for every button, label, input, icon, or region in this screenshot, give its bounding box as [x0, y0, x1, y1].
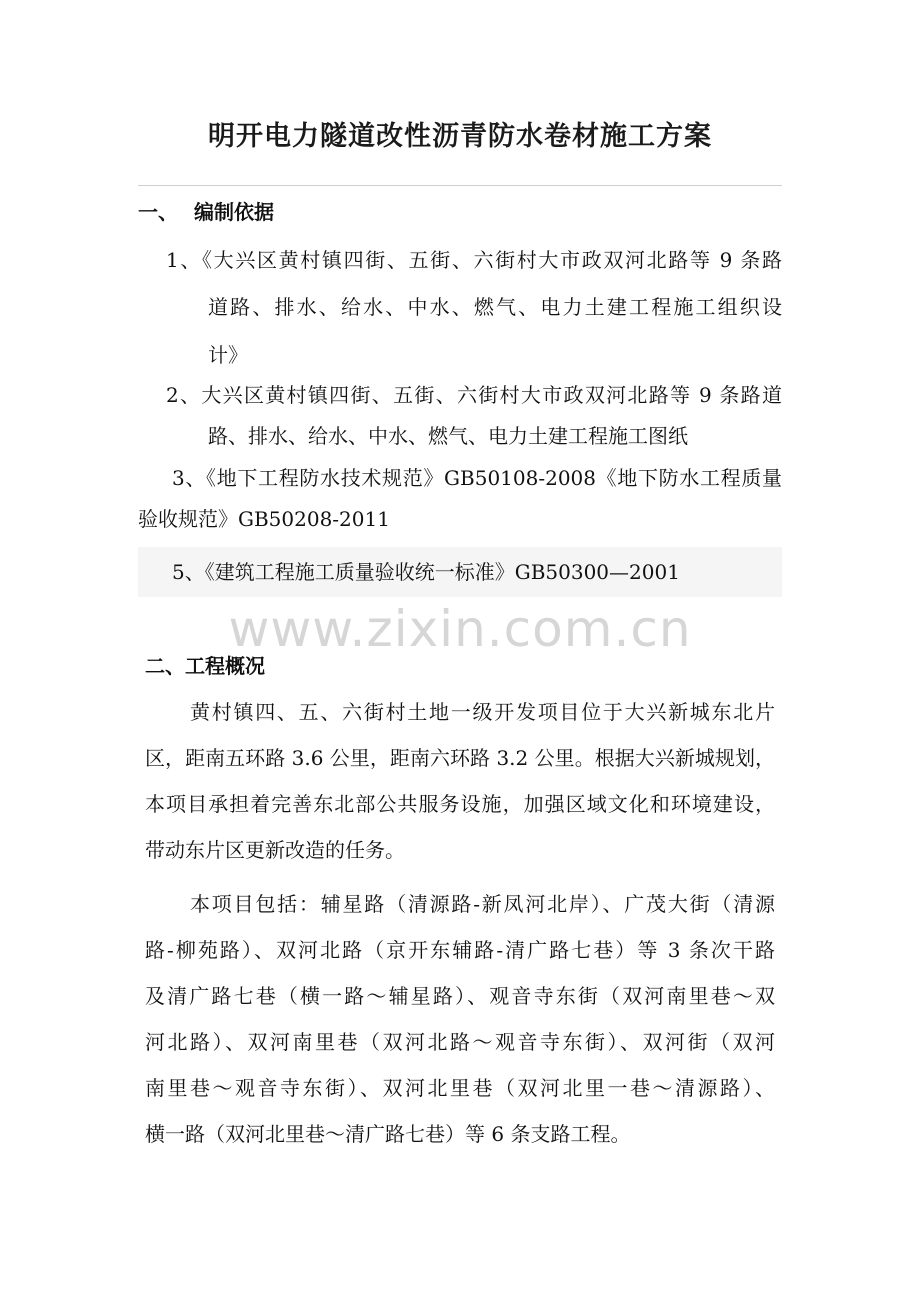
reference-1-line-3: 计》 — [208, 343, 248, 367]
reference-3-line-1: 3、《地下工程防水技术规范》GB50108-2008《地下防水工程质量 — [172, 466, 782, 490]
paragraph-2-line-2: 路-柳苑路）、双河北路（京开东辅路-清广路七巷）等 3 条次干路 — [145, 938, 775, 962]
paragraph-1-line-2: 区，距南五环路 3.6 公里，距南六环路 3.2 公里。根据大兴新城规划， — [145, 746, 775, 770]
paragraph-2-line-4: 河北路）、双河南里巷（双河北路～观音寺东街）、双河街（双河 — [145, 1030, 775, 1054]
reference-2-line-2: 路、排水、给水、中水、燃气、电力土建工程施工图纸 — [208, 424, 688, 448]
section-1-number: 一、 — [138, 200, 178, 224]
title-divider — [138, 185, 782, 186]
paragraph-2-line-3: 及清广路七巷（横一路～辅星路）、观音寺东街（双河南里巷～双 — [145, 984, 775, 1008]
document-title: 明开电力隧道改性沥青防水卷材施工方案 — [208, 121, 712, 152]
overview-paragraph-2 — [145, 881, 775, 1157]
paragraph-1-line-3: 本项目承担着完善东北部公共服务设施，加强区域文化和环境建设， — [145, 792, 775, 816]
reference-3-line-2: 验收规范》GB50208-2011 — [138, 507, 390, 531]
paragraph-1-line-1: 黄村镇四、五、六街村土地一级开发项目位于大兴新城东北片 — [190, 700, 775, 724]
section-1-title: 编制依据 — [194, 200, 274, 224]
overview-paragraph-1 — [145, 689, 775, 873]
reference-2-line-1: 2、大兴区黄村镇四街、五街、六街村大市政双河北路等 9 条路道 — [166, 383, 782, 407]
paragraph-2-line-6: 横一路（双河北里巷～清广路七巷）等 6 条支路工程。 — [145, 1122, 631, 1146]
reference-1-line-2: 道路、排水、给水、中水、燃气、电力土建工程施工组织设 — [208, 295, 782, 319]
reference-1-line-1: 1、《大兴区黄村镇四街、五街、六街村大市政双河北路等 9 条路 — [166, 248, 782, 272]
section-2-heading: 二、工程概况 — [145, 654, 265, 678]
paragraph-2-line-1: 本项目包括：辅星路（清源路-新凤河北岸）、广茂大街（清源 — [190, 892, 775, 916]
reference-5: 5、《建筑工程施工质量验收统一标准》GB50300—2001 — [172, 560, 680, 584]
watermark: www.zixin.com.cn — [228, 600, 692, 658]
paragraph-2-line-5: 南里巷～观音寺东街）、双河北里巷（双河北里一巷～清源路）、 — [145, 1076, 775, 1100]
paragraph-1-line-4: 带动东片区更新改造的任务。 — [145, 838, 405, 862]
section-1-heading — [138, 196, 274, 225]
